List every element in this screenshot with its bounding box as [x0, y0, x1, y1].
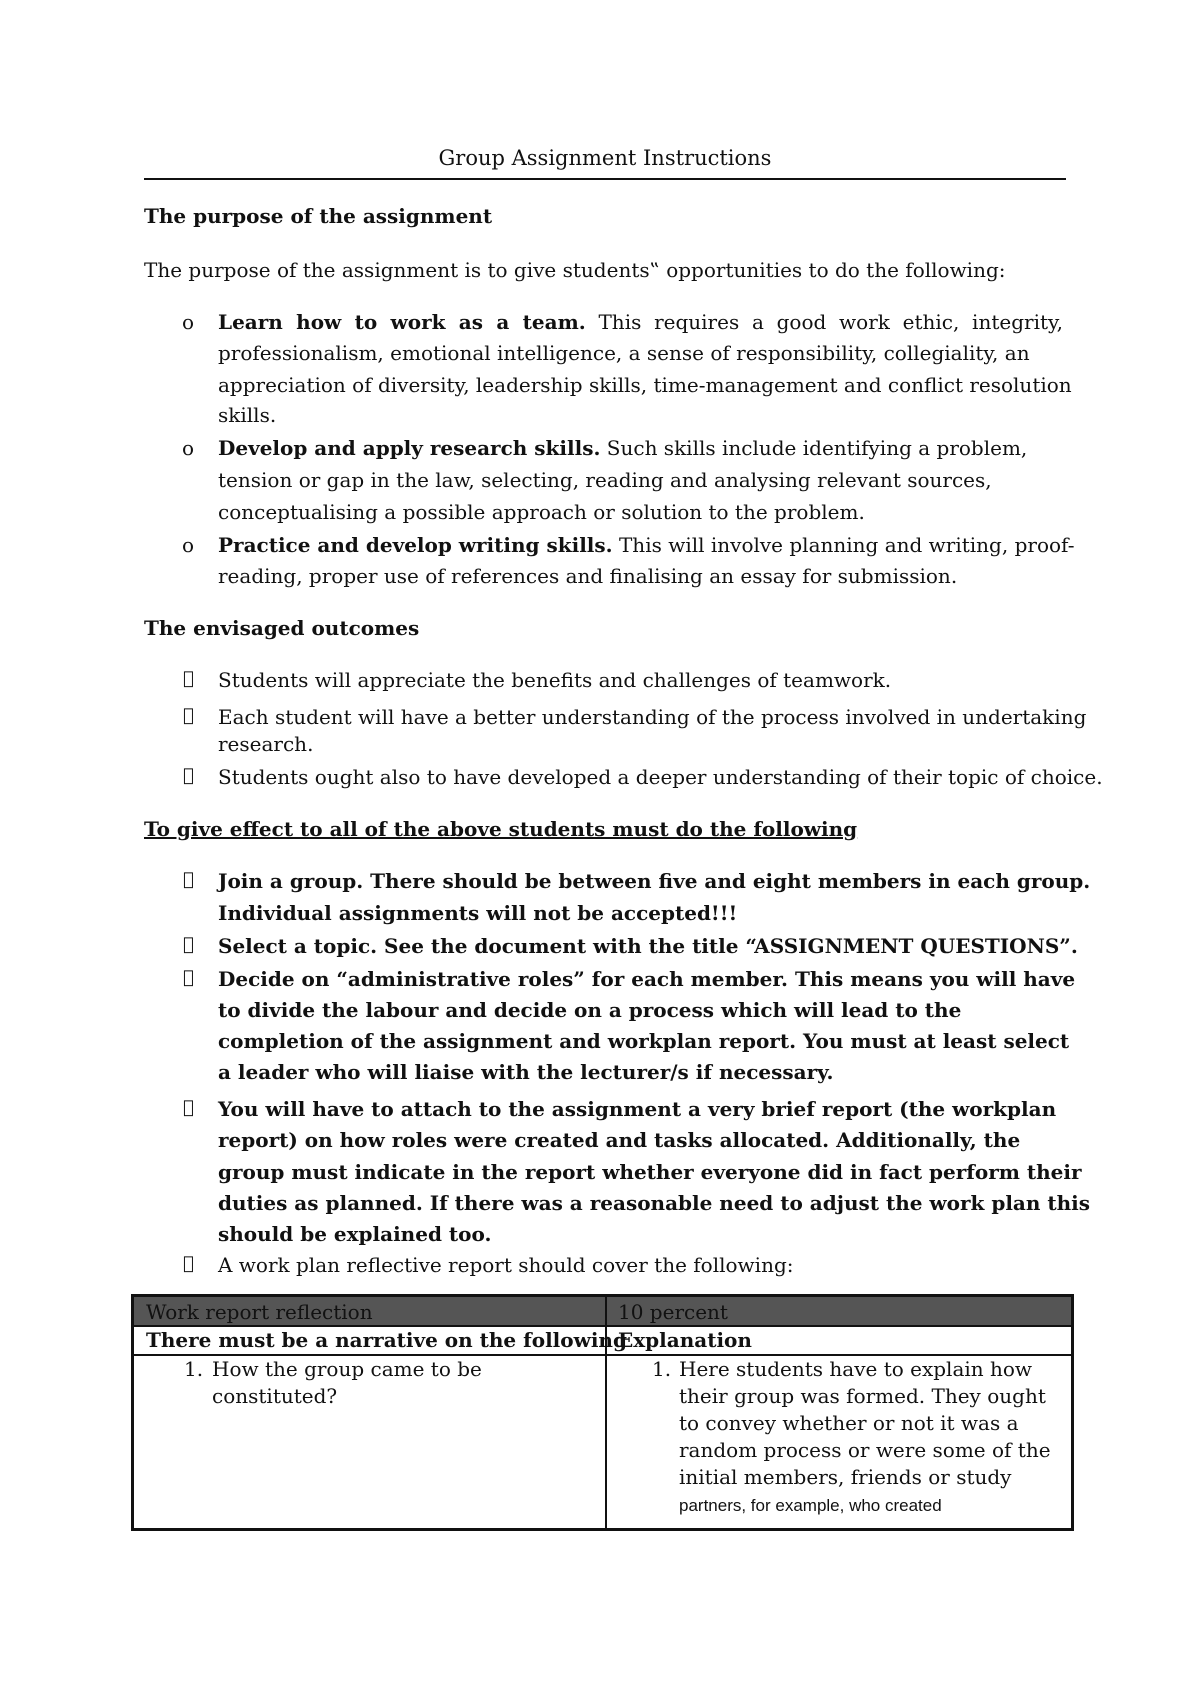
purpose-item-line: tension or gap in the law, selecting, reading and analysing relevant sources, [218, 468, 992, 492]
purpose-item-1-first-line [218, 310, 1063, 334]
table-subheader-cell: Explanation [618, 1328, 752, 1352]
table-header-cell: Work report reflection [146, 1300, 373, 1324]
outcome-item-line: research. [218, 732, 314, 756]
purpose-item-3-first-line [218, 533, 1074, 557]
checkbox-bullet-icon [183, 668, 194, 689]
purpose-item-line: conceptualising a possible approach or solution to the problem. [218, 500, 865, 524]
task-item-line: group must indicate in the report whether everyone did in fact perform their [218, 1160, 1082, 1184]
work-report-table [131, 1294, 1074, 1531]
task-item-line: A work plan reflective report should cover the following: [218, 1253, 794, 1277]
table-right-line: random process or were some of the [679, 1438, 1051, 1462]
outcome-item-line: Students will appreciate the benefits and challenges of teamwork. [218, 668, 892, 692]
purpose-item-text: Such skills include identifying a problem, [606, 436, 1028, 460]
task-item-line: to divide the labour and decide on a process which will lead to the [218, 998, 962, 1022]
purpose-item-line: skills. [218, 403, 277, 427]
task-item-line: report) on how roles were created and tasks allocated. Additionally, the [218, 1128, 1021, 1152]
checkbox-bullet-icon [183, 869, 194, 890]
purpose-item-text: This will involve planning and writing, proof- [618, 533, 1075, 557]
purpose-item-lead: Develop and apply research skills. [218, 436, 601, 460]
checkbox-bullet-icon [183, 765, 194, 786]
tasks-heading: To give effect to all of the above students must do the following [144, 817, 858, 841]
task-item-line: You will have to attach to the assignment a very brief report (the workplan [218, 1097, 1057, 1121]
task-item-line: should be explained too. [218, 1222, 492, 1246]
list-bullet: o [182, 310, 195, 334]
task-item-line: Decide on “administrative roles” for each member. This means you will have [218, 967, 1076, 991]
purpose-item-2-first-line [218, 436, 1027, 460]
outcome-item-line: Each student will have a better understanding of the process involved in undertaking [218, 705, 1087, 729]
table-right-line: to convey whether or not it was a [679, 1411, 1019, 1435]
table-right-line: initial members, friends or study [679, 1465, 1012, 1489]
table-subheader-cell: There must be a narrative on the following [146, 1328, 627, 1352]
purpose-item-lead: Learn how to work as a team. [218, 310, 586, 334]
title-divider [144, 178, 1066, 180]
outcome-item-line: Students ought also to have developed a deeper understanding of their topic of choice. [218, 765, 1103, 789]
table-left-line: How the group came to be [212, 1357, 482, 1381]
task-item-line: Join a group. There should be between five and eight members in each group. [218, 869, 1091, 893]
table-right-line: their group was formed. They ought [679, 1384, 1046, 1408]
table-right-line: partners, for example, who created [679, 1496, 942, 1515]
checkbox-bullet-icon [183, 1097, 194, 1118]
list-bullet: o [182, 436, 195, 460]
checkbox-bullet-icon [183, 1253, 194, 1274]
table-left-number: 1. [184, 1357, 204, 1381]
checkbox-bullet-icon [183, 705, 194, 726]
checkbox-bullet-icon [183, 934, 194, 955]
page-title: Group Assignment Instructions [438, 146, 772, 170]
purpose-intro: The purpose of the assignment is to give students‟ opportunities to do the following: [144, 258, 1006, 282]
table-header-cell: 10 percent [618, 1300, 728, 1324]
outcomes-heading: The envisaged outcomes [144, 616, 420, 640]
purpose-item-line: professionalism, emotional intelligence, a sense of responsibility, collegiality, an [218, 341, 1030, 365]
purpose-item-line: appreciation of diversity, leadership skills, time-management and conflict resolution [218, 373, 1072, 397]
task-item-line: completion of the assignment and workplan report. You must at least select [218, 1029, 1070, 1053]
purpose-heading: The purpose of the assignment [144, 204, 493, 228]
table-right-number: 1. [652, 1357, 672, 1381]
table-right-line: Here students have to explain how [679, 1357, 1033, 1381]
task-item-line: a leader who will liaise with the lecturer/s if necessary. [218, 1060, 834, 1084]
checkbox-bullet-icon [183, 967, 194, 988]
task-item-line: Individual assignments will not be accepted!!! [218, 901, 738, 925]
purpose-item-line: reading, proper use of references and finalising an essay for submission. [218, 564, 958, 588]
task-item-line: duties as planned. If there was a reasonable need to adjust the work plan this [218, 1191, 1091, 1215]
list-bullet: o [182, 533, 195, 557]
task-item-line: Select a topic. See the document with the title “ASSIGNMENT QUESTIONS”. [218, 934, 1078, 958]
purpose-item-text: This requires a good work ethic, integrity, [598, 310, 1064, 334]
table-left-line: constituted? [212, 1384, 338, 1408]
purpose-item-lead: Practice and develop writing skills. [218, 533, 613, 557]
